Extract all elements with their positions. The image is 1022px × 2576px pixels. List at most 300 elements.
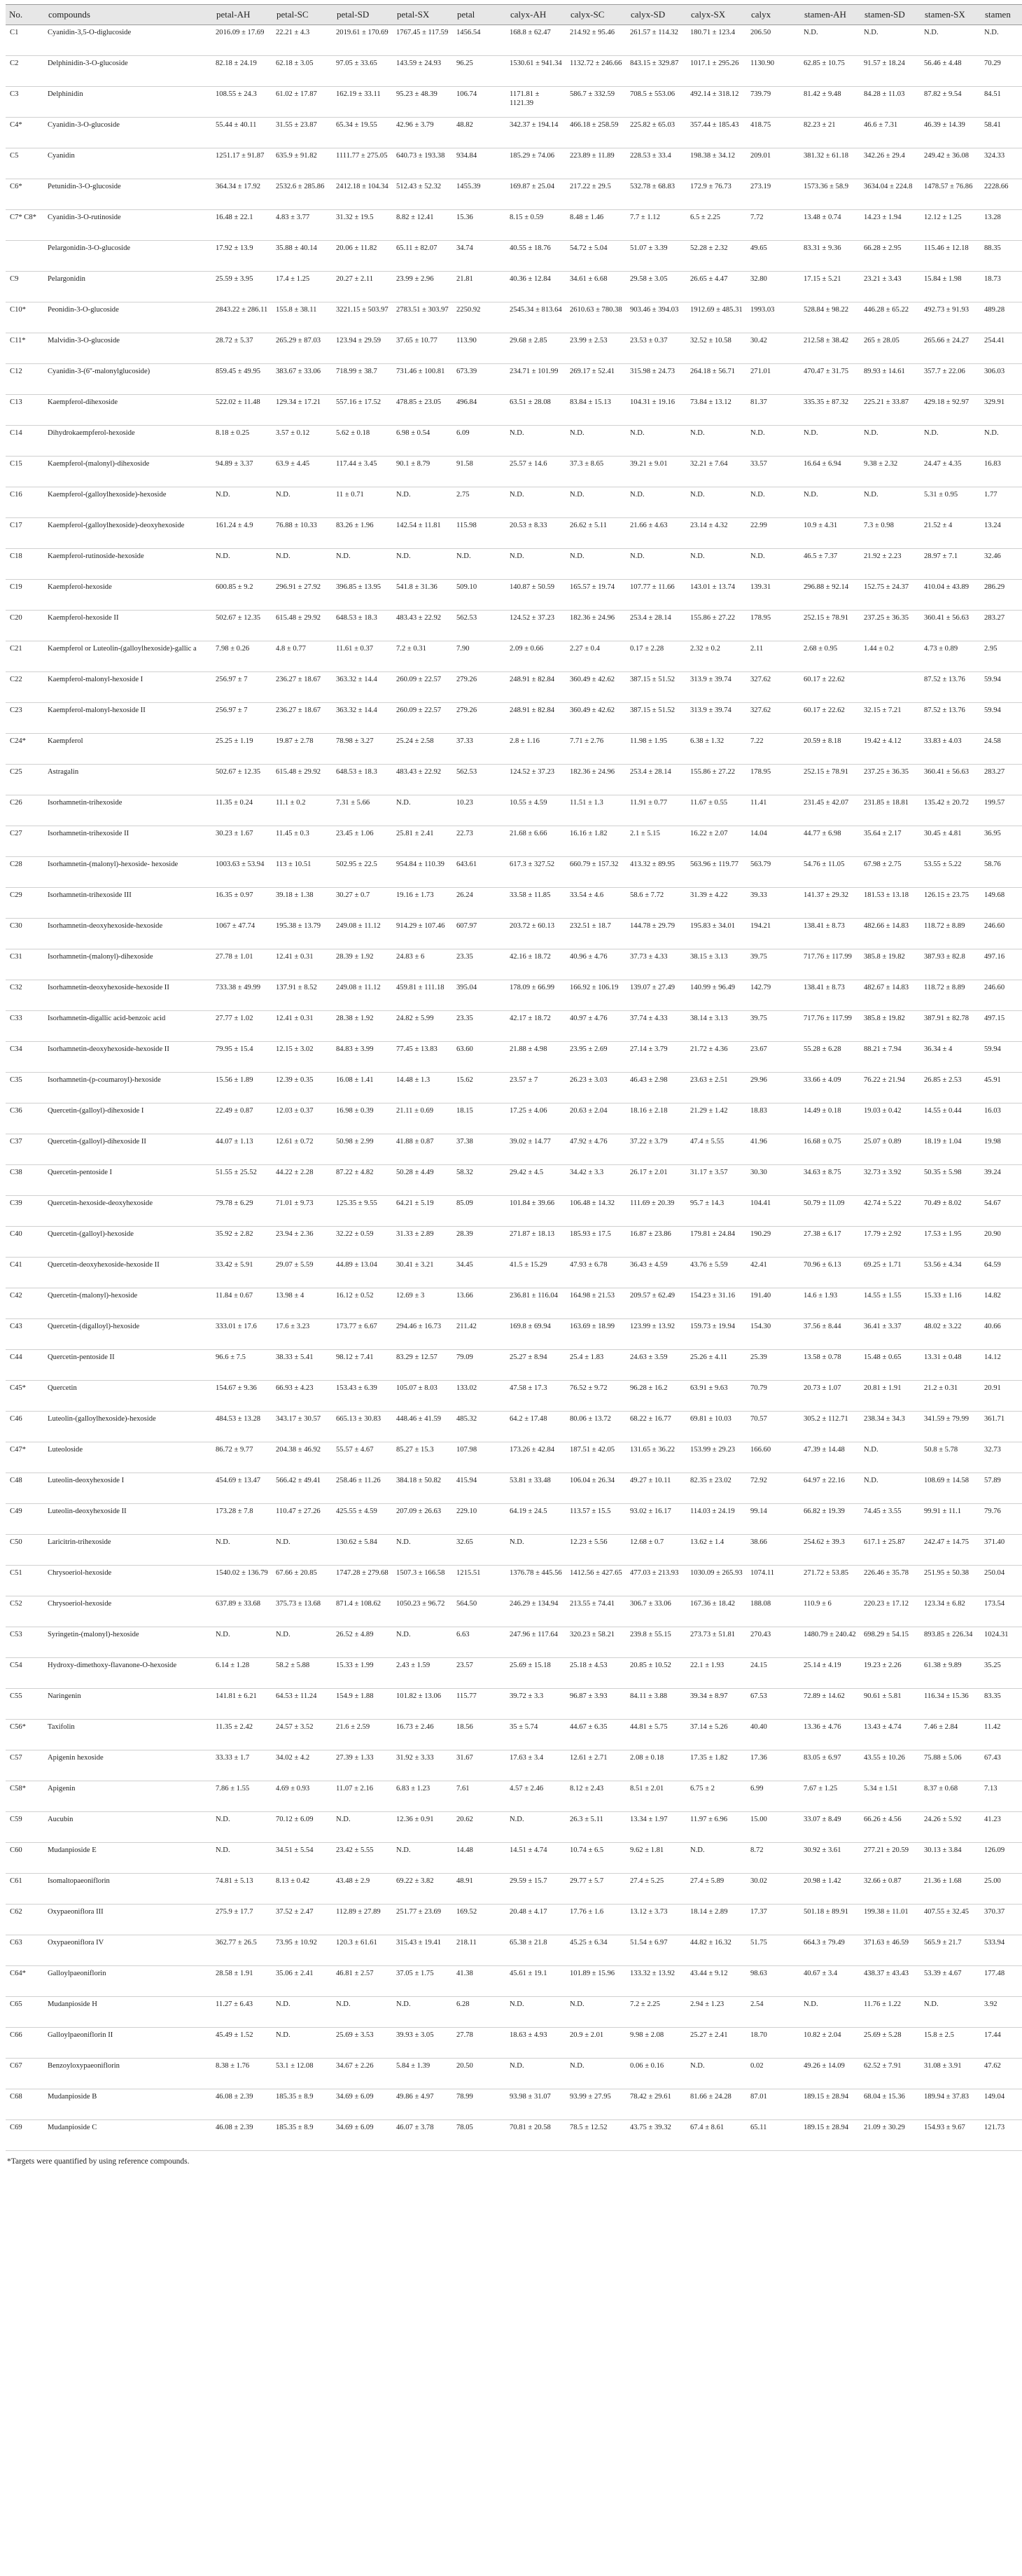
value-cell: 509.10: [454, 580, 507, 611]
value-cell: 21.36 ± 1.68: [921, 1874, 981, 1905]
value-cell: 496.84: [454, 395, 507, 426]
value-cell: 135.42 ± 20.72: [921, 795, 981, 826]
value-cell: 342.37 ± 194.14: [507, 118, 567, 148]
value-cell: 286.29: [981, 580, 1022, 611]
value-cell: 18.83: [748, 1103, 801, 1134]
value-cell: 7.98 ± 0.26: [213, 641, 273, 672]
value-cell: 34.69 ± 6.09: [333, 2120, 393, 2151]
value-cell: 673.39: [454, 364, 507, 395]
value-cell: 39.34 ± 8.97: [687, 1689, 748, 1720]
value-cell: 562.53: [454, 765, 507, 795]
value-cell: 51.54 ± 6.97: [627, 1935, 687, 1966]
value-cell: N.D.: [748, 487, 801, 518]
value-cell: 615.48 ± 29.92: [273, 611, 333, 641]
value-cell: 1530.61 ± 941.34: [507, 56, 567, 87]
value-cell: 528.84 ± 98.22: [801, 302, 861, 333]
compound-name: Cyanidin-3-O-rutinoside: [45, 210, 213, 241]
value-cell: 2250.92: [454, 302, 507, 333]
value-cell: 8.13 ± 0.42: [273, 1874, 333, 1905]
value-cell: 32.15 ± 7.21: [861, 703, 921, 734]
value-cell: 25.4 ± 1.83: [567, 1350, 627, 1381]
value-cell: 248.91 ± 82.84: [507, 703, 567, 734]
value-cell: 446.28 ± 65.22: [861, 302, 921, 333]
value-cell: 903.46 ± 394.03: [627, 302, 687, 333]
value-cell: 168.8 ± 62.47: [507, 25, 567, 56]
value-cell: 44.81 ± 5.75: [627, 1720, 687, 1750]
compound-name: Quercetin-pentoside II: [45, 1350, 213, 1381]
value-cell: 12.03 ± 0.37: [273, 1103, 333, 1134]
value-cell: 1130.90: [748, 56, 801, 87]
value-cell: 231.45 ± 42.07: [801, 795, 861, 826]
value-cell: 16.03: [981, 1103, 1022, 1134]
value-cell: 28.97 ± 7.1: [921, 549, 981, 580]
value-cell: 34.45: [454, 1258, 507, 1288]
value-cell: 33.66 ± 4.09: [801, 1073, 861, 1103]
value-cell: 17.53 ± 1.95: [921, 1227, 981, 1258]
value-cell: 70.29: [981, 56, 1022, 87]
value-cell: 12.61 ± 2.71: [567, 1750, 627, 1781]
value-cell: 20.50: [454, 2059, 507, 2089]
value-cell: 21.92 ± 2.23: [861, 549, 921, 580]
value-cell: 173.54: [981, 1596, 1022, 1627]
compound-number: C43: [6, 1319, 45, 1350]
value-cell: 36.34 ± 4: [921, 1042, 981, 1073]
table-row: [6, 1535, 1022, 1566]
value-cell: 52.28 ± 2.32: [687, 241, 748, 272]
compound-name: Isorhamnetin-(p-coumaroyl)-hexoside: [45, 1073, 213, 1103]
compound-name: Mudanpioside H: [45, 1997, 213, 2028]
compound-number: C54: [6, 1658, 45, 1689]
value-cell: 62.52 ± 7.91: [861, 2059, 921, 2089]
value-cell: 207.09 ± 26.63: [393, 1504, 454, 1535]
value-cell: 40.40: [748, 1720, 801, 1750]
value-cell: 25.69 ± 5.28: [861, 2028, 921, 2059]
value-cell: 934.84: [454, 148, 507, 179]
value-cell: 18.19 ± 1.04: [921, 1134, 981, 1165]
value-cell: 246.60: [981, 919, 1022, 949]
value-cell: 37.3 ± 8.65: [567, 457, 627, 487]
compound-name: Isorhamnetin-digallic acid-benzoic acid: [45, 1011, 213, 1042]
value-cell: N.D.: [393, 1627, 454, 1658]
value-cell: 133.02: [454, 1381, 507, 1412]
value-cell: 21.29 ± 1.42: [687, 1103, 748, 1134]
compound-name: Kaempferol-(galloylhexoside)-deoxyhexoside: [45, 518, 213, 549]
value-cell: 5.34 ± 1.51: [861, 1781, 921, 1812]
value-cell: 256.97 ± 7: [213, 703, 273, 734]
value-cell: 11.76 ± 1.22: [861, 1997, 921, 2028]
value-cell: 34.67 ± 2.26: [333, 2059, 393, 2089]
value-cell: 648.53 ± 18.3: [333, 611, 393, 641]
compound-number: C2: [6, 56, 45, 87]
value-cell: 96.28 ± 16.2: [627, 1381, 687, 1412]
value-cell: 11 ± 0.71: [333, 487, 393, 518]
table-row: [6, 272, 1022, 302]
value-cell: 189.94 ± 37.83: [921, 2089, 981, 2120]
compound-name: Isorhamnetin-trihexoside II: [45, 826, 213, 857]
value-cell: 13.31 ± 0.48: [921, 1350, 981, 1381]
value-cell: 2843.22 ± 286.11: [213, 302, 273, 333]
table-row: [6, 1935, 1022, 1966]
value-cell: 126.09: [981, 1843, 1022, 1874]
value-cell: 173.26 ± 42.84: [507, 1442, 567, 1473]
compound-number: C4*: [6, 118, 45, 148]
value-cell: 84.83 ± 3.99: [333, 1042, 393, 1073]
value-cell: 42.41: [748, 1258, 801, 1288]
value-cell: 315.98 ± 24.73: [627, 364, 687, 395]
value-cell: N.D.: [393, 1843, 454, 1874]
value-cell: 660.79 ± 157.32: [567, 857, 627, 888]
value-cell: 154.23 ± 31.16: [687, 1288, 748, 1319]
value-cell: 178.95: [748, 765, 801, 795]
value-cell: 26.65 ± 4.47: [687, 272, 748, 302]
compound-name: Luteoloside: [45, 1442, 213, 1473]
column-header: compounds: [45, 5, 213, 25]
value-cell: 64.97 ± 22.16: [801, 1473, 861, 1504]
value-cell: 8.12 ± 2.43: [567, 1781, 627, 1812]
value-cell: 10.74 ± 6.5: [567, 1843, 627, 1874]
value-cell: 16.16 ± 1.82: [567, 826, 627, 857]
column-header: calyx-SD: [627, 5, 687, 25]
value-cell: 30.42: [748, 333, 801, 364]
value-cell: 454.69 ± 13.47: [213, 1473, 273, 1504]
value-cell: 94.89 ± 3.37: [213, 457, 273, 487]
value-cell: 418.75: [748, 118, 801, 148]
value-cell: 7.46 ± 2.84: [921, 1720, 981, 1750]
value-cell: 23.99 ± 2.96: [393, 272, 454, 302]
value-cell: N.D.: [333, 1997, 393, 2028]
value-cell: 343.17 ± 30.57: [273, 1412, 333, 1442]
value-cell: 89.93 ± 14.61: [861, 364, 921, 395]
value-cell: 252.15 ± 78.91: [801, 611, 861, 641]
value-cell: 17.36: [748, 1750, 801, 1781]
value-cell: 31.67: [454, 1750, 507, 1781]
compound-number: C9: [6, 272, 45, 302]
value-cell: 111.69 ± 20.39: [627, 1196, 687, 1227]
value-cell: 1017.1 ± 295.26: [687, 56, 748, 87]
value-cell: 28.72 ± 5.37: [213, 333, 273, 364]
value-cell: 482.67 ± 14.83: [861, 980, 921, 1011]
value-cell: 18.73: [981, 272, 1022, 302]
value-cell: 27.38 ± 6.17: [801, 1227, 861, 1258]
table-row: [6, 672, 1022, 703]
value-cell: 16.48 ± 22.1: [213, 210, 273, 241]
compound-name: Galloylpaeoniflorin: [45, 1966, 213, 1997]
compound-name: Laricitrin-trihexoside: [45, 1535, 213, 1566]
value-cell: 2019.61 ± 170.69: [333, 25, 393, 56]
value-cell: 13.12 ± 3.73: [627, 1905, 687, 1935]
value-cell: 78.99: [454, 2089, 507, 2120]
value-cell: 19.42 ± 4.12: [861, 734, 921, 765]
value-cell: 6.83 ± 1.23: [393, 1781, 454, 1812]
value-cell: 141.37 ± 29.32: [801, 888, 861, 919]
value-cell: 23.63 ± 2.51: [687, 1073, 748, 1103]
value-cell: 360.41 ± 56.63: [921, 611, 981, 641]
value-cell: 512.43 ± 52.32: [393, 179, 454, 210]
value-cell: 7.22: [748, 734, 801, 765]
value-cell: 17.6 ± 3.23: [273, 1319, 333, 1350]
column-header: calyx-SX: [687, 5, 748, 25]
value-cell: 199.57: [981, 795, 1022, 826]
value-cell: 236.27 ± 18.67: [273, 672, 333, 703]
compound-number: C45*: [6, 1381, 45, 1412]
value-cell: N.D.: [273, 549, 333, 580]
value-cell: 17.15 ± 5.21: [801, 272, 861, 302]
value-cell: 33.07 ± 8.49: [801, 1812, 861, 1843]
value-cell: 1003.63 ± 53.94: [213, 857, 273, 888]
value-cell: 8.38 ± 1.76: [213, 2059, 273, 2089]
compound-name: Isomaltopaeoniflorin: [45, 1874, 213, 1905]
value-cell: 35.92 ± 2.82: [213, 1227, 273, 1258]
value-cell: 190.29: [748, 1227, 801, 1258]
value-cell: 615.48 ± 29.92: [273, 765, 333, 795]
value-cell: 211.42: [454, 1319, 507, 1350]
value-cell: 27.14 ± 3.79: [627, 1042, 687, 1073]
compound-number: C41: [6, 1258, 45, 1288]
value-cell: 47.62: [981, 2059, 1022, 2089]
value-cell: 32.80: [748, 272, 801, 302]
value-cell: 44.67 ± 6.35: [567, 1720, 627, 1750]
value-cell: 329.91: [981, 395, 1022, 426]
value-cell: N.D.: [393, 1997, 454, 2028]
compound-number: C21: [6, 641, 45, 672]
compound-name: Mudanpioside B: [45, 2089, 213, 2120]
compound-name: Malvidin-3-O-glucoside: [45, 333, 213, 364]
compound-number: C38: [6, 1165, 45, 1196]
value-cell: 1030.09 ± 265.93: [687, 1566, 748, 1596]
value-cell: 78.98 ± 3.27: [333, 734, 393, 765]
value-cell: 12.36 ± 0.91: [393, 1812, 454, 1843]
value-cell: 118.72 ± 8.89: [921, 980, 981, 1011]
value-cell: 313.9 ± 39.74: [687, 703, 748, 734]
column-header: petal-SX: [393, 5, 454, 25]
value-cell: 141.81 ± 6.21: [213, 1689, 273, 1720]
value-cell: 7.13: [981, 1781, 1022, 1812]
value-cell: 1455.39: [454, 179, 507, 210]
value-cell: 133.32 ± 13.92: [627, 1966, 687, 1997]
value-cell: 31.55 ± 23.87: [273, 118, 333, 148]
compound-name: Aucubin: [45, 1812, 213, 1843]
compound-number: C59: [6, 1812, 45, 1843]
value-cell: 665.13 ± 30.83: [333, 1412, 393, 1442]
compound-name: Naringenin: [45, 1689, 213, 1720]
value-cell: 23.21 ± 3.43: [861, 272, 921, 302]
value-cell: 48.91: [454, 1874, 507, 1905]
value-cell: 13.34 ± 1.97: [627, 1812, 687, 1843]
value-cell: 22.21 ± 4.3: [273, 25, 333, 56]
value-cell: 1171.81 ± 1121.39: [507, 87, 567, 118]
value-cell: 24.82 ± 5.99: [393, 1011, 454, 1042]
value-cell: 2.54: [748, 1997, 801, 2028]
value-cell: 15.84 ± 1.98: [921, 272, 981, 302]
value-cell: 16.08 ± 1.41: [333, 1073, 393, 1103]
value-cell: 31.39 ± 4.22: [687, 888, 748, 919]
value-cell: 37.33: [454, 734, 507, 765]
value-cell: 375.73 ± 13.68: [273, 1596, 333, 1627]
value-cell: 64.21 ± 5.19: [393, 1196, 454, 1227]
value-cell: 209.57 ± 62.49: [627, 1288, 687, 1319]
value-cell: 26.24: [454, 888, 507, 919]
value-cell: 28.38 ± 1.92: [333, 1011, 393, 1042]
value-cell: 306.03: [981, 364, 1022, 395]
value-cell: 45.49 ± 1.52: [213, 2028, 273, 2059]
value-cell: 11.51 ± 1.3: [567, 795, 627, 826]
value-cell: 39.75: [748, 1011, 801, 1042]
value-cell: 12.69 ± 3: [393, 1288, 454, 1319]
value-cell: 22.1 ± 1.93: [687, 1658, 748, 1689]
value-cell: 63.51 ± 28.08: [507, 395, 567, 426]
value-cell: 47.58 ± 17.3: [507, 1381, 567, 1412]
table-body: [6, 25, 1022, 2151]
value-cell: 106.48 ± 14.32: [567, 1196, 627, 1227]
value-cell: 107.77 ± 11.66: [627, 580, 687, 611]
table-row: [6, 888, 1022, 919]
value-cell: 26.3 ± 5.11: [567, 1812, 627, 1843]
value-cell: 313.9 ± 39.74: [687, 672, 748, 703]
value-cell: 40.36 ± 12.84: [507, 272, 567, 302]
value-cell: 54.67: [981, 1196, 1022, 1227]
table-row: [6, 580, 1022, 611]
compound-number: C48: [6, 1473, 45, 1504]
value-cell: N.D.: [507, 2059, 567, 2089]
compound-name: Chrysoeriol-hexoside: [45, 1566, 213, 1596]
value-cell: 22.99: [748, 518, 801, 549]
compound-name: Quercetin-(galloyl)-hexoside: [45, 1227, 213, 1258]
value-cell: 9.38 ± 2.32: [861, 457, 921, 487]
value-cell: 110.47 ± 27.26: [273, 1504, 333, 1535]
value-cell: 84.28 ± 11.03: [861, 87, 921, 118]
value-cell: N.D.: [393, 549, 454, 580]
value-cell: 65.11 ± 82.07: [393, 241, 454, 272]
value-cell: 20.53 ± 8.33: [507, 518, 567, 549]
value-cell: 296.88 ± 92.14: [801, 580, 861, 611]
value-cell: 249.42 ± 36.08: [921, 148, 981, 179]
table-row: [6, 1227, 1022, 1258]
value-cell: 2.27 ± 0.4: [567, 641, 627, 672]
value-cell: 16.12 ± 0.52: [333, 1288, 393, 1319]
value-cell: 361.71: [981, 1412, 1022, 1442]
value-cell: 187.51 ± 42.05: [567, 1442, 627, 1473]
compound-number: C11*: [6, 333, 45, 364]
value-cell: 234.71 ± 101.99: [507, 364, 567, 395]
compound-number: C32: [6, 980, 45, 1011]
compound-number: C57: [6, 1750, 45, 1781]
value-cell: 383.67 ± 33.06: [273, 364, 333, 395]
value-cell: 20.90: [981, 1227, 1022, 1258]
value-cell: 10.23: [454, 795, 507, 826]
value-cell: 91.58: [454, 457, 507, 487]
value-cell: 254.62 ± 39.3: [801, 1535, 861, 1566]
value-cell: 115.98: [454, 518, 507, 549]
value-cell: 16.64 ± 6.94: [801, 457, 861, 487]
value-cell: 195.83 ± 34.01: [687, 919, 748, 949]
value-cell: 497.15: [981, 1011, 1022, 1042]
value-cell: N.D.: [627, 487, 687, 518]
value-cell: 36.43 ± 4.59: [627, 1258, 687, 1288]
value-cell: 733.38 ± 49.99: [213, 980, 273, 1011]
value-cell: 129.34 ± 17.21: [273, 395, 333, 426]
value-cell: 217.22 ± 29.5: [567, 179, 627, 210]
value-cell: 82.35 ± 23.02: [687, 1473, 748, 1504]
table-row: [6, 1165, 1022, 1196]
value-cell: 8.72: [748, 1843, 801, 1874]
compound-number: C64*: [6, 1966, 45, 1997]
compound-name: Kaempferol-hexoside: [45, 580, 213, 611]
value-cell: 429.18 ± 92.97: [921, 395, 981, 426]
value-cell: 12.61 ± 0.72: [273, 1134, 333, 1165]
value-cell: 232.51 ± 18.7: [567, 919, 627, 949]
value-cell: 7.2 ± 2.25: [627, 1997, 687, 2028]
value-cell: 32.46: [981, 549, 1022, 580]
value-cell: 152.75 ± 24.37: [861, 580, 921, 611]
value-cell: 25.25 ± 1.19: [213, 734, 273, 765]
value-cell: 68.04 ± 15.36: [861, 2089, 921, 2120]
table-row: [6, 1720, 1022, 1750]
value-cell: 13.62 ± 1.4: [687, 1535, 748, 1566]
value-cell: 562.53: [454, 611, 507, 641]
value-cell: 600.85 ± 9.2: [213, 580, 273, 611]
value-cell: 11.98 ± 1.95: [627, 734, 687, 765]
table-row: [6, 1442, 1022, 1473]
value-cell: 166.92 ± 106.19: [567, 980, 627, 1011]
value-cell: 43.75 ± 39.32: [627, 2120, 687, 2151]
compound-number: [6, 241, 45, 272]
compound-name: Mudanpioside C: [45, 2120, 213, 2151]
value-cell: 586.7 ± 332.59: [567, 87, 627, 118]
value-cell: 30.45 ± 4.81: [921, 826, 981, 857]
value-cell: 59.94: [981, 1042, 1022, 1073]
value-cell: 13.36 ± 4.76: [801, 1720, 861, 1750]
compound-number: C22: [6, 672, 45, 703]
compound-number: C68: [6, 2089, 45, 2120]
value-cell: 387.15 ± 51.52: [627, 672, 687, 703]
value-cell: 18.63 ± 4.93: [507, 2028, 567, 2059]
value-cell: 341.59 ± 79.99: [921, 1412, 981, 1442]
value-cell: 482.66 ± 14.83: [861, 919, 921, 949]
value-cell: 6.09: [454, 426, 507, 457]
value-cell: 195.38 ± 13.79: [273, 919, 333, 949]
value-cell: 58.32: [454, 1165, 507, 1196]
value-cell: 384.18 ± 50.82: [393, 1473, 454, 1504]
value-cell: 360.41 ± 56.63: [921, 765, 981, 795]
value-cell: 557.16 ± 17.52: [333, 395, 393, 426]
value-cell: 116.34 ± 15.36: [921, 1689, 981, 1720]
compound-number: C52: [6, 1596, 45, 1627]
value-cell: 143.59 ± 24.93: [393, 56, 454, 87]
value-cell: 410.04 ± 43.89: [921, 580, 981, 611]
value-cell: N.D.: [748, 549, 801, 580]
value-cell: 83.05 ± 6.97: [801, 1750, 861, 1781]
value-cell: 664.3 ± 79.49: [801, 1935, 861, 1966]
value-cell: 15.33 ± 1.99: [333, 1658, 393, 1689]
value-cell: 38.15 ± 3.13: [687, 949, 748, 980]
value-cell: 67.98 ± 2.75: [861, 857, 921, 888]
value-cell: 62.85 ± 10.75: [801, 56, 861, 87]
value-cell: 23.67: [748, 1042, 801, 1073]
value-cell: 14.82: [981, 1288, 1022, 1319]
value-cell: 250.04: [981, 1566, 1022, 1596]
compound-number: C35: [6, 1073, 45, 1103]
value-cell: 7.2 ± 0.31: [393, 641, 454, 672]
value-cell: 20.98 ± 1.42: [801, 1874, 861, 1905]
value-cell: 87.52 ± 13.76: [921, 672, 981, 703]
value-cell: 327.62: [748, 703, 801, 734]
value-cell: 98.12 ± 7.41: [333, 1350, 393, 1381]
value-cell: 20.9 ± 2.01: [567, 2028, 627, 2059]
value-cell: 113.90: [454, 333, 507, 364]
value-cell: 96.6 ± 7.5: [213, 1350, 273, 1381]
compound-number: C13: [6, 395, 45, 426]
column-header: calyx-AH: [507, 5, 567, 25]
